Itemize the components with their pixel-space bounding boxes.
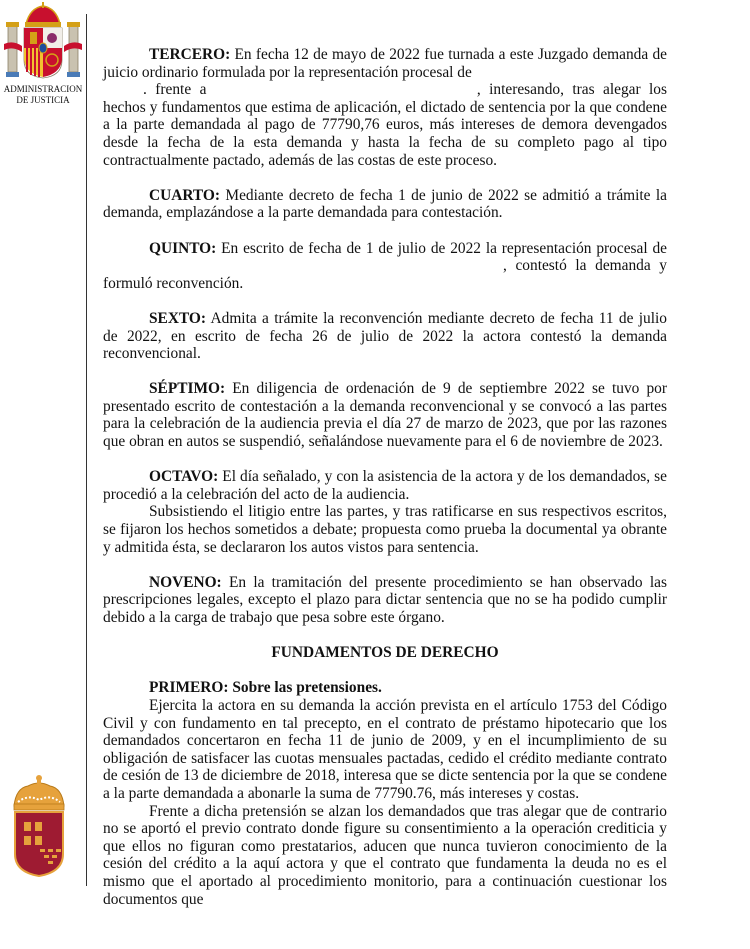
region-murcia-logo	[8, 772, 70, 882]
logo-caption-line1: ADMINISTRACION	[3, 84, 83, 94]
paragraph-octavo-2: Subsistiendo el litigio entre las partes, y tras ratificarse en sus respectivos escritos, se fijaron los hechos sometidos a debate; propuesta como prueba la documental ya obrante y admitida ésta, se declararon los autos vistos para sentencia.	[103, 503, 667, 556]
primero-paragraph-2: Frente a dicha pretensión se alzan los demandados que tras alegar que de contrario no se aportó el previo contrato donde figure su consentimiento a la operación crediticia y que ellos no figuran como prestatarios, aducen que nunca tuvieron conocimiento de la cesión del crédito a la aquí actora y que el contrato que fundamenta la deuda no es el mismo que el aportado al procedimiento monitorio, para a continuación cuestionar los documentos que	[103, 802, 667, 908]
quinto-text-2: , contestó la demanda y formuló reconvención.	[103, 257, 667, 292]
paragraph-septimo	[103, 380, 667, 450]
murcia-coat-of-arms-icon	[8, 772, 70, 882]
spain-coat-of-arms-icon	[2, 2, 84, 82]
septimo-text: En diligencia de ordenación de 9 de septiembre 2022 se tuvo por presentado escrito de contestación a la demanda reconvencional y se convocó a las partes para la celebración de la audiencia previa el día 27 de marzo de 2023, que por las razones que obran en autos se suspendió, señalándose nuevamente para el 6 de noviembre de 2023.	[103, 380, 667, 451]
paragraph-noveno	[103, 574, 667, 627]
logo-caption-line2: DE JUSTICIA	[16, 95, 70, 105]
label-tercero: TERCERO:	[149, 46, 231, 63]
noveno-text: En la tramitación del presente procedimiento se han observado las prescripciones legales, excepto el plazo para dictar sentencia que no se ha podido cumplir debido a la carga de trabajo que pesa sobre este órgano.	[103, 573, 667, 626]
primero-paragraph-1: Ejercita la actora en su demanda la acción prevista en el artículo 1753 del Código Civil y con fundamento en tal precepto, en el contrato de préstamo hipotecario que los demandados concertaron en fecha 11 de junio de 2009, y en el incumplimiento de su obligación de satisfacer las cuotas mensuales pactadas, cedido el crédito mediante contrato de cesión de 13 de diciembre de 2018, interesa que se dicte sentencia por la que se condene a la parte demandada a abonarle la suma de 77790.76, más intereses y costas.	[103, 696, 667, 802]
tercero-text-3: , interesando, tras alegar los hechos y fundamentos que estima de aplicación, el dictado de sentencia por la que condene a la parte demandada al pago de 77790,76 euros, más intereses de demora devengados desde la fecha de la esta demanda y hasta la fecha de su completo pago al tipo contractualmente pactado, además de las costas de este proceso.	[103, 81, 667, 169]
paragraph-cuarto	[103, 187, 667, 222]
tercero-text-2: . frente a	[143, 81, 215, 99]
document-body	[103, 46, 667, 908]
octavo-text: El día señalado, y con la asistencia de la actora y de los demandados, se procedió a la celebración del acto de la audiencia.	[103, 468, 667, 503]
label-octavo: OCTAVO:	[149, 468, 219, 486]
paragraph-octavo	[103, 468, 667, 503]
paragraph-tercero	[103, 46, 667, 169]
label-noveno: NOVENO:	[149, 573, 222, 591]
label-cuarto: CUARTO:	[149, 186, 221, 204]
cuarto-text: Mediante decreto de fecha 1 de junio de 2022 se admitió a trámite la demanda, emplazándose a la parte demandada para contestación.	[103, 186, 667, 222]
paragraph-sexto	[103, 310, 667, 363]
section-heading: FUNDAMENTOS DE DERECHO	[271, 644, 499, 662]
label-sexto: SEXTO:	[149, 309, 207, 327]
label-quinto: QUINTO:	[149, 239, 217, 257]
label-septimo: SÉPTIMO:	[149, 380, 226, 398]
paragraph-quinto	[103, 240, 667, 293]
tercero-text-1: En fecha 12 de mayo de 2022 fue turnada a este Juzgado demanda de juicio ordinario formulada por la representación procesal de	[103, 46, 667, 81]
primero-heading: PRIMERO: Sobre las pretensiones.	[149, 679, 382, 697]
margin-divider	[86, 14, 87, 886]
sexto-text: Admita a trámite la reconvención mediante decreto de fecha 11 de julio de 2022, en escrito de fecha 26 de julio de 2022 la actora contestó la demanda reconvencional.	[103, 309, 667, 363]
administracion-de-justicia-logo	[2, 2, 84, 106]
quinto-text-1: En escrito de fecha de 1 de julio de 2022 la representación procesal de	[216, 239, 667, 257]
